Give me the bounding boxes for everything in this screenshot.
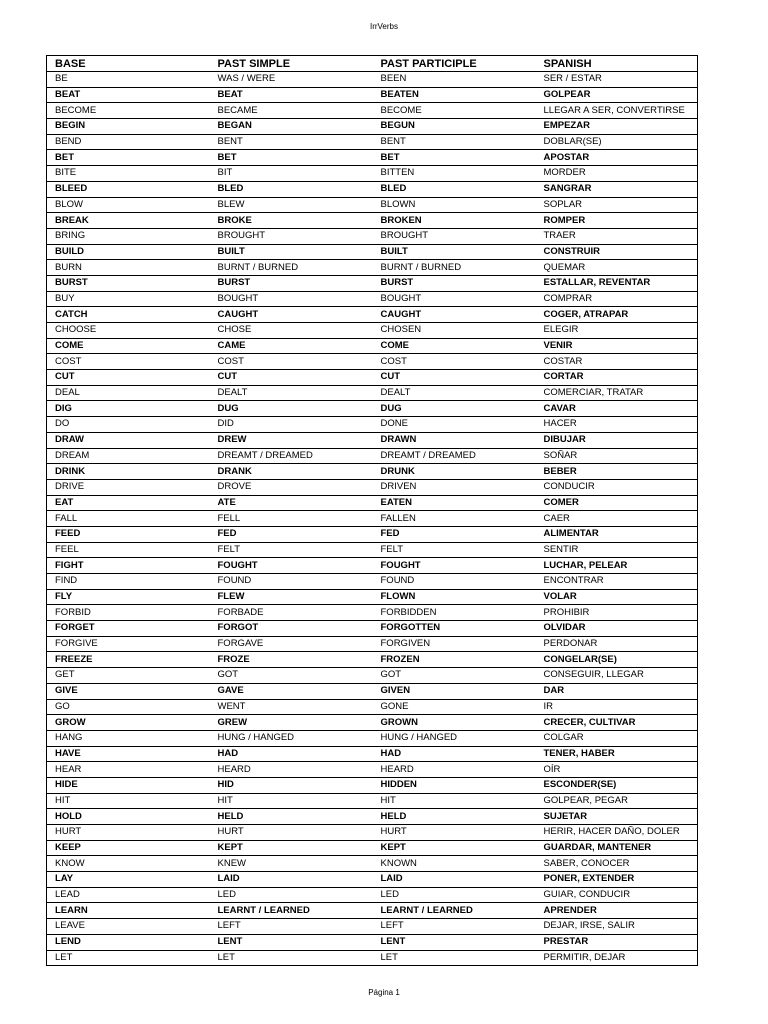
cell-past-participle: BET xyxy=(373,150,536,166)
cell-past-simple: BET xyxy=(210,150,373,166)
cell-base: BEAT xyxy=(47,87,210,103)
cell-past-simple: DRANK xyxy=(210,464,373,480)
cell-past-participle: FORBIDDEN xyxy=(380,606,437,618)
cell-spanish: HACER xyxy=(543,418,577,430)
cell-spanish: COMPRAR xyxy=(543,292,593,304)
cell-spanish: DIBUJAR xyxy=(536,432,698,448)
cell-spanish: TRAER xyxy=(543,230,576,242)
cell-base: BURN xyxy=(55,261,82,273)
table-row xyxy=(47,291,698,307)
cell-past-participle: FORGIVEN xyxy=(380,638,431,650)
cell-base: BEGIN xyxy=(47,119,210,135)
cell-past-simple: FOUGHT xyxy=(210,558,373,574)
cell-spanish: LLEGAR A SER, CONVERTIRSE xyxy=(543,104,685,116)
cell-spanish: GUARDAR, MANTENER xyxy=(536,840,698,856)
cell-base: BURST xyxy=(47,275,210,291)
cell-past-participle: BURST xyxy=(373,275,536,291)
cell-past-simple: BIT xyxy=(217,167,233,179)
cell-base: CUT xyxy=(47,370,210,386)
table-row xyxy=(47,605,698,621)
cell-base: HEAR xyxy=(55,763,82,775)
table-row xyxy=(47,636,698,652)
cell-past-simple: FELL xyxy=(217,512,241,524)
cell-spanish: MORDER xyxy=(543,167,586,179)
cell-spanish: SOÑAR xyxy=(543,449,578,461)
table-row xyxy=(47,793,698,809)
cell-base: GROW xyxy=(47,715,210,731)
table-row xyxy=(47,87,698,103)
cell-past-simple: ATE xyxy=(210,495,373,511)
cell-base: EAT xyxy=(47,495,210,511)
cell-past-participle: HIDDEN xyxy=(373,777,536,793)
table-row xyxy=(47,887,698,903)
cell-past-participle: FELT xyxy=(380,543,404,555)
cell-past-simple: BROKE xyxy=(210,213,373,229)
cell-spanish: SABER, CONOCER xyxy=(543,857,630,869)
table-row xyxy=(47,181,698,197)
cell-past-participle: FORGOTTEN xyxy=(373,621,536,637)
table-row xyxy=(47,730,698,746)
table-row xyxy=(47,479,698,495)
cell-base: COME xyxy=(47,338,210,354)
cell-spanish: HERIR, HACER DAÑO, DOLER xyxy=(543,826,680,838)
cell-base: KNOW xyxy=(55,857,85,869)
cell-past-participle: LED xyxy=(380,889,399,901)
cell-past-simple: BURST xyxy=(210,275,373,291)
cell-base: LEAD xyxy=(55,889,80,901)
cell-past-simple: COST xyxy=(217,355,244,367)
cell-past-participle: GIVEN xyxy=(373,683,536,699)
cell-past-simple: GREW xyxy=(210,715,373,731)
cell-past-participle: COST xyxy=(380,355,407,367)
cell-past-simple: HEARD xyxy=(217,763,251,775)
cell-spanish: SUJETAR xyxy=(536,809,698,825)
cell-past-simple: DUG xyxy=(210,401,373,417)
cell-base: HIDE xyxy=(47,777,210,793)
cell-past-simple: HELD xyxy=(210,809,373,825)
cell-spanish: VENIR xyxy=(536,338,698,354)
cell-base: KEEP xyxy=(47,840,210,856)
table-row xyxy=(47,197,698,213)
cell-base: CATCH xyxy=(47,307,210,323)
cell-base: GO xyxy=(55,700,70,712)
table-row xyxy=(47,652,698,668)
table-row xyxy=(47,401,698,417)
cell-past-simple: CUT xyxy=(210,370,373,386)
table-row xyxy=(47,275,698,291)
table-row xyxy=(47,166,698,182)
table-row xyxy=(47,354,698,370)
cell-spanish: CONDUCIR xyxy=(543,481,595,493)
cell-past-participle: DUG xyxy=(373,401,536,417)
cell-spanish: BEBER xyxy=(536,464,698,480)
cell-base: COST xyxy=(55,355,82,367)
cell-past-participle: CUT xyxy=(373,370,536,386)
cell-base: BITE xyxy=(55,167,77,179)
cell-past-simple: DREW xyxy=(210,432,373,448)
cell-past-simple: HIT xyxy=(217,794,233,806)
cell-past-participle: HELD xyxy=(373,809,536,825)
cell-base: FEEL xyxy=(55,543,79,555)
cell-spanish: COLGAR xyxy=(543,732,584,744)
cell-past-simple: BENT xyxy=(217,136,243,148)
cell-past-participle: LEARNT / LEARNED xyxy=(373,903,536,919)
cell-base: CHOOSE xyxy=(55,324,97,336)
table-row xyxy=(47,589,698,605)
table-row xyxy=(47,385,698,401)
cell-past-simple: HURT xyxy=(217,826,244,838)
column-header-base: BASE xyxy=(47,56,210,72)
table-row xyxy=(47,840,698,856)
table-row xyxy=(47,448,698,464)
cell-spanish: CRECER, CULTIVAR xyxy=(536,715,698,731)
cell-past-participle: LENT xyxy=(373,934,536,950)
table-row xyxy=(47,244,698,260)
cell-past-participle: HUNG / HANGED xyxy=(380,732,458,744)
table-row xyxy=(47,338,698,354)
cell-spanish: PERMITIR, DEJAR xyxy=(543,951,626,963)
table-row xyxy=(47,307,698,323)
table-row xyxy=(47,72,698,88)
cell-past-participle: LEFT xyxy=(380,920,404,932)
cell-base: FORBID xyxy=(55,606,91,618)
cell-base: FORGIVE xyxy=(55,638,98,650)
cell-base: LAY xyxy=(47,872,210,888)
cell-spanish: PROHIBIR xyxy=(543,606,590,618)
cell-past-participle: CAUGHT xyxy=(373,307,536,323)
cell-spanish: ALIMENTAR xyxy=(536,526,698,542)
table-row xyxy=(47,464,698,480)
cell-past-participle: KNOWN xyxy=(380,857,417,869)
cell-base: DRIVE xyxy=(55,481,85,493)
cell-past-simple: FORGOT xyxy=(210,621,373,637)
cell-past-simple: KNEW xyxy=(217,857,246,869)
cell-past-participle: BUILT xyxy=(373,244,536,260)
table-row xyxy=(47,809,698,825)
cell-spanish: COMERCIAR, TRATAR xyxy=(543,387,644,399)
cell-spanish: PERDONAR xyxy=(543,638,598,650)
cell-past-simple: FROZE xyxy=(210,652,373,668)
cell-base: FIGHT xyxy=(47,558,210,574)
table-row xyxy=(47,511,698,527)
cell-past-simple: FED xyxy=(210,526,373,542)
cell-base: DIG xyxy=(47,401,210,417)
table-row xyxy=(47,260,698,276)
cell-past-participle: FLOWN xyxy=(373,589,536,605)
cell-past-simple: BECAME xyxy=(217,104,258,116)
cell-past-simple: BROUGHT xyxy=(217,230,265,242)
cell-past-simple: BEGAN xyxy=(210,119,373,135)
cell-base: BET xyxy=(47,150,210,166)
cell-spanish: CAER xyxy=(543,512,570,524)
cell-past-simple: LET xyxy=(217,951,235,963)
cell-base: HURT xyxy=(55,826,82,838)
cell-spanish: PONER, EXTENDER xyxy=(536,872,698,888)
table-row xyxy=(47,134,698,150)
cell-spanish: EMPEZAR xyxy=(536,119,698,135)
cell-base: HANG xyxy=(55,732,83,744)
table-row xyxy=(47,495,698,511)
cell-past-participle: BEEN xyxy=(380,73,407,85)
table-row xyxy=(47,103,698,119)
table-row xyxy=(47,872,698,888)
cell-spanish: ROMPER xyxy=(536,213,698,229)
cell-past-simple: DEALT xyxy=(217,387,248,399)
cell-past-participle: BLED xyxy=(373,181,536,197)
cell-base: DRINK xyxy=(47,464,210,480)
cell-base: HOLD xyxy=(47,809,210,825)
cell-spanish: DEJAR, IRSE, SALIR xyxy=(543,920,635,932)
cell-base: DRAW xyxy=(47,432,210,448)
cell-spanish: SANGRAR xyxy=(536,181,698,197)
cell-past-participle: LAID xyxy=(373,872,536,888)
cell-past-simple: FORGAVE xyxy=(217,638,264,650)
cell-base: FLY xyxy=(47,589,210,605)
cell-base: FREEZE xyxy=(47,652,210,668)
cell-spanish: ESTALLAR, REVENTAR xyxy=(536,275,698,291)
cell-past-simple: CAME xyxy=(210,338,373,354)
cell-past-participle: HEARD xyxy=(380,763,414,775)
cell-base: BLEED xyxy=(47,181,210,197)
cell-base: BREAK xyxy=(47,213,210,229)
cell-spanish: DAR xyxy=(536,683,698,699)
cell-spanish: APRENDER xyxy=(536,903,698,919)
cell-past-participle: FOUND xyxy=(380,575,415,587)
cell-past-participle: FED xyxy=(373,526,536,542)
table-row xyxy=(47,370,698,386)
cell-past-participle: GOT xyxy=(380,669,402,681)
cell-spanish: SER / ESTAR xyxy=(543,73,602,85)
cell-spanish: DOBLAR(SE) xyxy=(543,136,602,148)
table-header-row xyxy=(47,56,698,72)
table-row xyxy=(47,825,698,841)
cell-past-participle: HIT xyxy=(380,794,396,806)
cell-base: BUY xyxy=(55,292,75,304)
cell-spanish: OLVIDAR xyxy=(536,621,698,637)
cell-past-participle: DRIVEN xyxy=(380,481,417,493)
cell-past-participle: BENT xyxy=(380,136,406,148)
cell-spanish: APOSTAR xyxy=(536,150,698,166)
cell-spanish: COMER xyxy=(536,495,698,511)
cell-past-simple: FOUND xyxy=(217,575,252,587)
cell-past-participle: DONE xyxy=(380,418,408,430)
cell-past-simple: BEAT xyxy=(210,87,373,103)
cell-past-participle: BROKEN xyxy=(373,213,536,229)
cell-spanish: SENTIR xyxy=(543,543,579,555)
cell-past-participle: BEGUN xyxy=(373,119,536,135)
cell-base: DEAL xyxy=(55,387,80,399)
cell-spanish: CAVAR xyxy=(536,401,698,417)
cell-past-simple: BLED xyxy=(210,181,373,197)
table-row xyxy=(47,950,698,966)
cell-past-participle: FOUGHT xyxy=(373,558,536,574)
cell-base: FIND xyxy=(55,575,78,587)
irregular-verbs-table xyxy=(46,55,698,966)
cell-spanish: VOLAR xyxy=(536,589,698,605)
cell-base: BLOW xyxy=(55,198,83,210)
cell-spanish: COSTAR xyxy=(543,355,583,367)
cell-past-participle: BLOWN xyxy=(380,198,416,210)
table-row xyxy=(47,699,698,715)
cell-spanish: QUEMAR xyxy=(543,261,586,273)
cell-base: BE xyxy=(55,73,68,85)
table-row xyxy=(47,558,698,574)
cell-past-participle: BEATEN xyxy=(373,87,536,103)
cell-spanish: CONGELAR(SE) xyxy=(536,652,698,668)
cell-past-participle: BITTEN xyxy=(380,167,415,179)
cell-spanish: GUIAR, CONDUCIR xyxy=(543,889,631,901)
cell-past-simple: BURNT / BURNED xyxy=(217,261,299,273)
cell-past-participle: BURNT / BURNED xyxy=(380,261,462,273)
cell-past-participle: HURT xyxy=(380,826,407,838)
table-row xyxy=(47,432,698,448)
table-row xyxy=(47,621,698,637)
cell-past-participle: DREAMT / DREAMED xyxy=(380,449,476,461)
cell-past-simple: GOT xyxy=(217,669,239,681)
cell-spanish: ENCONTRAR xyxy=(543,575,604,587)
table-row xyxy=(47,417,698,433)
cell-past-participle: BROUGHT xyxy=(380,230,428,242)
page-number: Página 1 xyxy=(368,988,400,997)
column-header-past-simple: PAST SIMPLE xyxy=(210,56,373,72)
cell-past-participle: GONE xyxy=(380,700,409,712)
cell-past-simple: BOUGHT xyxy=(217,292,259,304)
cell-spanish: ESCONDER(SE) xyxy=(536,777,698,793)
cell-spanish: CONSTRUIR xyxy=(536,244,698,260)
cell-past-simple: FLEW xyxy=(210,589,373,605)
cell-past-participle: BECOME xyxy=(380,104,422,116)
cell-base: BUILD xyxy=(47,244,210,260)
cell-base: BECOME xyxy=(55,104,97,116)
table-row xyxy=(47,119,698,135)
cell-past-simple: LEARNT / LEARNED xyxy=(210,903,373,919)
column-header-past-participle: PAST PARTICIPLE xyxy=(373,56,536,72)
table-row xyxy=(47,213,698,229)
cell-base: FEED xyxy=(47,526,210,542)
cell-past-simple: WENT xyxy=(217,700,246,712)
cell-spanish: LUCHAR, PELEAR xyxy=(536,558,698,574)
cell-past-participle: GROWN xyxy=(373,715,536,731)
table-row xyxy=(47,526,698,542)
table-row xyxy=(47,777,698,793)
cell-spanish: CORTAR xyxy=(536,370,698,386)
cell-base: GET xyxy=(55,669,75,681)
cell-spanish: GOLPEAR xyxy=(536,87,698,103)
cell-past-participle: HAD xyxy=(373,746,536,762)
cell-base: HIT xyxy=(55,794,71,806)
table-row xyxy=(47,542,698,558)
column-header-spanish: SPANISH xyxy=(536,56,698,72)
table-row xyxy=(47,668,698,684)
table-row xyxy=(47,683,698,699)
cell-past-simple: DID xyxy=(217,418,234,430)
cell-past-simple: CAUGHT xyxy=(210,307,373,323)
table-row xyxy=(47,856,698,872)
cell-past-simple: HUNG / HANGED xyxy=(217,732,295,744)
page-header: IrrVerbs xyxy=(369,22,398,31)
cell-past-simple: HID xyxy=(210,777,373,793)
cell-base: BRING xyxy=(55,230,86,242)
table-body xyxy=(47,72,698,966)
cell-base: GIVE xyxy=(47,683,210,699)
cell-past-participle: BOUGHT xyxy=(380,292,422,304)
table-row xyxy=(47,150,698,166)
cell-past-participle: FROZEN xyxy=(373,652,536,668)
table-row xyxy=(47,228,698,244)
cell-past-simple: BLEW xyxy=(217,198,245,210)
cell-past-simple: KEPT xyxy=(210,840,373,856)
cell-past-simple: HAD xyxy=(210,746,373,762)
cell-past-participle: COME xyxy=(373,338,536,354)
cell-spanish: TENER, HABER xyxy=(536,746,698,762)
cell-spanish: OÍR xyxy=(543,763,561,775)
cell-past-participle: CHOSEN xyxy=(380,324,422,336)
cell-base: LEAVE xyxy=(55,920,85,932)
cell-past-participle: EATEN xyxy=(373,495,536,511)
cell-base: BEND xyxy=(55,136,82,148)
table-row xyxy=(47,715,698,731)
cell-base: FALL xyxy=(55,512,78,524)
cell-past-participle: LET xyxy=(380,951,398,963)
cell-past-participle: DRUNK xyxy=(373,464,536,480)
cell-base: DO xyxy=(55,418,70,430)
cell-past-simple: LED xyxy=(217,889,236,901)
cell-past-simple: LAID xyxy=(210,872,373,888)
cell-base: LEARN xyxy=(47,903,210,919)
cell-base: LEND xyxy=(47,934,210,950)
table-row xyxy=(47,323,698,339)
cell-base: FORGET xyxy=(47,621,210,637)
table-row xyxy=(47,934,698,950)
cell-base: LET xyxy=(55,951,73,963)
cell-past-simple: GAVE xyxy=(210,683,373,699)
table-row xyxy=(47,903,698,919)
cell-past-simple: LEFT xyxy=(217,920,241,932)
cell-spanish: COGER, ATRAPAR xyxy=(536,307,698,323)
cell-past-simple: FORBADE xyxy=(217,606,264,618)
cell-spanish: ELEGIR xyxy=(543,324,579,336)
table-row xyxy=(47,746,698,762)
cell-spanish: GOLPEAR, PEGAR xyxy=(543,794,628,806)
cell-spanish: IR xyxy=(543,700,553,712)
cell-past-simple: DREAMT / DREAMED xyxy=(217,449,313,461)
cell-base: HAVE xyxy=(47,746,210,762)
cell-past-participle: DEALT xyxy=(380,387,411,399)
cell-past-participle: DRAWN xyxy=(373,432,536,448)
table-row xyxy=(47,762,698,778)
table-row xyxy=(47,574,698,590)
cell-past-simple: CHOSE xyxy=(217,324,252,336)
cell-past-simple: LENT xyxy=(210,934,373,950)
cell-past-simple: FELT xyxy=(217,543,241,555)
table-row xyxy=(47,919,698,935)
cell-past-simple: WAS / WERE xyxy=(217,73,276,85)
cell-spanish: SOPLAR xyxy=(543,198,583,210)
cell-base: DREAM xyxy=(55,449,90,461)
cell-past-simple: BUILT xyxy=(210,244,373,260)
cell-past-participle: FALLEN xyxy=(380,512,416,524)
cell-past-participle: KEPT xyxy=(373,840,536,856)
cell-spanish: PRESTAR xyxy=(536,934,698,950)
cell-past-simple: DROVE xyxy=(217,481,252,493)
cell-spanish: CONSEGUIR, LLEGAR xyxy=(543,669,644,681)
